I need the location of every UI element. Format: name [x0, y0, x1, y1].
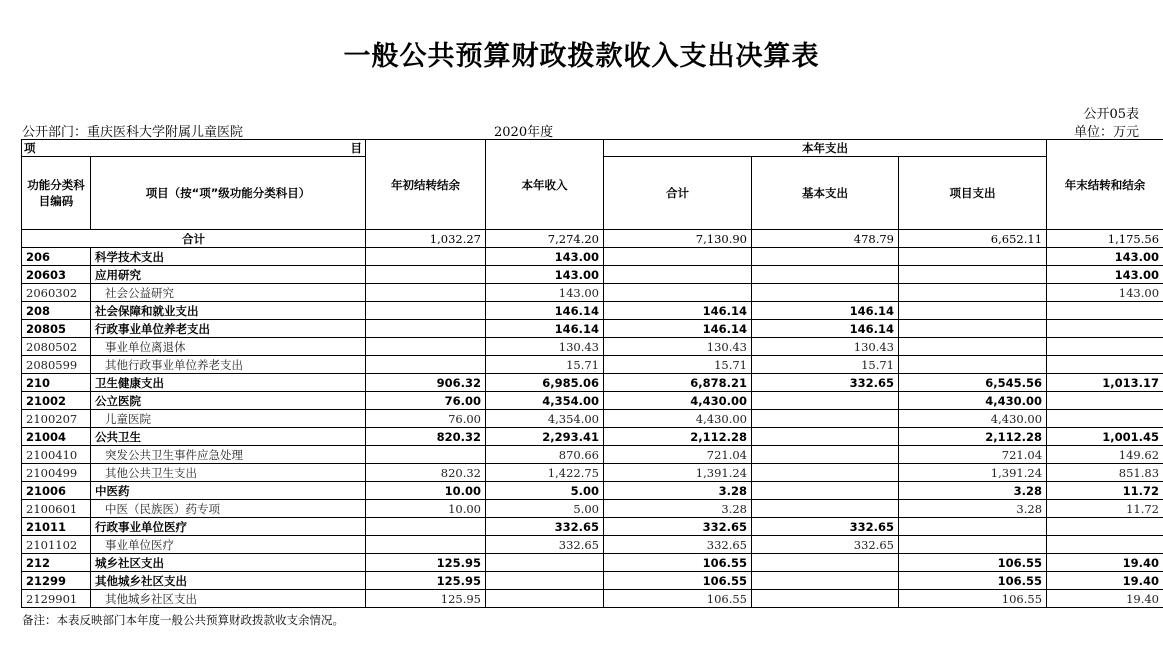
table-row	[22, 464, 1163, 482]
income-cell: 332.65	[486, 536, 604, 554]
begin-cell	[366, 338, 486, 356]
page-title: 一般公共预算财政拨款收入支出决算表	[343, 41, 820, 72]
income-cell: 5.00	[486, 482, 604, 500]
code-cell: 2101102	[22, 536, 91, 554]
name-cell: 社会保障和就业支出	[91, 302, 366, 320]
exp-basic-cell	[752, 248, 899, 266]
exp-basic-cell	[752, 428, 899, 446]
exp-basic-cell: 332.65	[752, 518, 899, 536]
code-cell: 2100499	[22, 464, 91, 482]
exp-total-cell: 106.55	[604, 554, 752, 572]
code-cell: 2100601	[22, 500, 91, 518]
exp-project-cell	[899, 284, 1047, 302]
table-row	[22, 374, 1163, 392]
income-cell: 130.43	[486, 338, 604, 356]
code-cell: 21004	[22, 428, 91, 446]
unit-label: 单位：万元	[1073, 125, 1139, 140]
exp-project-cell: 106.55	[899, 572, 1047, 590]
income-cell: 143.00	[486, 266, 604, 284]
header-xiang-mu	[22, 140, 366, 157]
exp-project-cell: 4,430.00	[899, 410, 1047, 428]
name-cell: 其他城乡社区支出	[91, 572, 366, 590]
end-cell	[1047, 320, 1163, 338]
code-cell: 20805	[22, 320, 91, 338]
total-end: 1,175.56	[1047, 230, 1163, 248]
exp-basic-cell: 332.65	[752, 374, 899, 392]
name-cell: 其他城乡社区支出	[91, 590, 366, 608]
total-row	[22, 230, 1163, 248]
begin-cell	[366, 446, 486, 464]
exp-project-cell	[899, 356, 1047, 374]
total-label: 合计	[22, 230, 366, 248]
income-cell: 143.00	[486, 284, 604, 302]
end-cell: 19.40	[1047, 590, 1163, 608]
exp-basic-cell	[752, 284, 899, 302]
exp-project-cell	[899, 536, 1047, 554]
header-income: 本年收入	[486, 140, 604, 230]
table-row	[22, 266, 1163, 284]
name-cell: 突发公共卫生事件应急处理	[91, 446, 366, 464]
table-row	[22, 338, 1163, 356]
begin-cell	[366, 284, 486, 302]
name-cell: 中医药	[91, 482, 366, 500]
end-cell: 11.72	[1047, 500, 1163, 518]
name-cell: 其他行政事业单位养老支出	[91, 356, 366, 374]
begin-cell: 820.32	[366, 464, 486, 482]
name-cell: 公立医院	[91, 392, 366, 410]
exp-project-cell: 3.28	[899, 482, 1047, 500]
name-cell: 其他公共卫生支出	[91, 464, 366, 482]
name-cell: 事业单位医疗	[91, 536, 366, 554]
income-cell: 6,985.06	[486, 374, 604, 392]
code-cell: 210	[22, 374, 91, 392]
table-row	[22, 554, 1163, 572]
exp-total-cell	[604, 248, 752, 266]
end-cell: 149.62	[1047, 446, 1163, 464]
header-item-name: 项目（按“项”级功能分类科目）	[91, 157, 366, 230]
total-exp-total: 7,130.90	[604, 230, 752, 248]
code-cell: 2100410	[22, 446, 91, 464]
income-cell: 870.66	[486, 446, 604, 464]
begin-cell: 906.32	[366, 374, 486, 392]
exp-project-cell: 106.55	[899, 554, 1047, 572]
exp-project-cell: 106.55	[899, 590, 1047, 608]
exp-total-cell	[604, 266, 752, 284]
income-cell: 4,354.00	[486, 410, 604, 428]
name-cell: 城乡社区支出	[91, 554, 366, 572]
table-row	[22, 320, 1163, 338]
exp-basic-cell: 146.14	[752, 320, 899, 338]
end-cell: 19.40	[1047, 554, 1163, 572]
code-cell: 2100207	[22, 410, 91, 428]
exp-project-cell: 6,545.56	[899, 374, 1047, 392]
end-cell	[1047, 356, 1163, 374]
end-cell	[1047, 410, 1163, 428]
end-cell: 19.40	[1047, 572, 1163, 590]
code-cell: 208	[22, 302, 91, 320]
table-row	[22, 248, 1163, 266]
header-end-balance: 年末结转和结余	[1047, 140, 1163, 230]
end-cell: 851.83	[1047, 464, 1163, 482]
exp-basic-cell	[752, 392, 899, 410]
name-cell: 公共卫生	[91, 428, 366, 446]
name-cell: 应用研究	[91, 266, 366, 284]
header-xiang: 项	[24, 141, 36, 155]
exp-total-cell: 146.14	[604, 302, 752, 320]
begin-cell: 125.95	[366, 590, 486, 608]
table-row	[22, 518, 1163, 536]
fiscal-year: 2020年度	[494, 125, 554, 140]
exp-basic-cell: 332.65	[752, 536, 899, 554]
exp-basic-cell: 15.71	[752, 356, 899, 374]
exp-basic-cell: 146.14	[752, 302, 899, 320]
table-row	[22, 482, 1163, 500]
exp-total-cell: 106.55	[604, 572, 752, 590]
begin-cell: 76.00	[366, 410, 486, 428]
end-cell	[1047, 536, 1163, 554]
begin-cell: 125.95	[366, 572, 486, 590]
income-cell: 5.00	[486, 500, 604, 518]
income-cell: 146.14	[486, 302, 604, 320]
header-func-code: 功能分类科目编码	[22, 157, 91, 230]
income-cell: 15.71	[486, 356, 604, 374]
header-mu: 目	[350, 141, 362, 155]
table-row	[22, 500, 1163, 518]
income-cell: 4,354.00	[486, 392, 604, 410]
exp-basic-cell	[752, 464, 899, 482]
table-row	[22, 590, 1163, 608]
header-exp-total: 合计	[604, 157, 752, 230]
header-expenditure-group: 本年支出	[604, 140, 1047, 157]
code-cell: 2060302	[22, 284, 91, 302]
department-label: 公开部门：重庆医科大学附属儿童医院	[22, 125, 244, 140]
exp-total-cell: 106.55	[604, 590, 752, 608]
exp-total-cell: 721.04	[604, 446, 752, 464]
income-cell	[486, 590, 604, 608]
end-cell: 143.00	[1047, 248, 1163, 266]
income-cell: 2,293.41	[486, 428, 604, 446]
name-cell: 卫生健康支出	[91, 374, 366, 392]
exp-total-cell: 146.14	[604, 320, 752, 338]
exp-total-cell	[604, 284, 752, 302]
begin-cell: 820.32	[366, 428, 486, 446]
total-exp-project: 6,652.11	[899, 230, 1047, 248]
exp-total-cell: 2,112.28	[604, 428, 752, 446]
begin-cell	[366, 248, 486, 266]
footnote: 备注：本表反映部门本年度一般公共预算财政拨款收支余情况。	[22, 613, 344, 627]
exp-total-cell: 332.65	[604, 518, 752, 536]
name-cell: 事业单位离退休	[91, 338, 366, 356]
end-cell: 11.72	[1047, 482, 1163, 500]
header-exp-basic: 基本支出	[752, 157, 899, 230]
code-cell: 2080502	[22, 338, 91, 356]
income-cell: 143.00	[486, 248, 604, 266]
end-cell	[1047, 338, 1163, 356]
end-cell	[1047, 392, 1163, 410]
income-cell	[486, 572, 604, 590]
exp-basic-cell	[752, 590, 899, 608]
header-begin-balance: 年初结转结余	[366, 140, 486, 230]
budget-table	[21, 139, 1163, 608]
table-row	[22, 284, 1163, 302]
income-cell: 1,422.75	[486, 464, 604, 482]
exp-project-cell	[899, 248, 1047, 266]
begin-cell	[366, 536, 486, 554]
exp-basic-cell	[752, 572, 899, 590]
exp-project-cell: 2,112.28	[899, 428, 1047, 446]
header-exp-project: 项目支出	[899, 157, 1047, 230]
begin-cell	[366, 356, 486, 374]
total-exp-basic: 478.79	[752, 230, 899, 248]
exp-basic-cell	[752, 482, 899, 500]
name-cell: 儿童医院	[91, 410, 366, 428]
table-body	[22, 230, 1163, 608]
total-begin: 1,032.27	[366, 230, 486, 248]
exp-total-cell: 15.71	[604, 356, 752, 374]
code-cell: 2080599	[22, 356, 91, 374]
table-row	[22, 392, 1163, 410]
exp-total-cell: 130.43	[604, 338, 752, 356]
exp-project-cell: 4,430.00	[899, 392, 1047, 410]
exp-basic-cell	[752, 410, 899, 428]
table-row	[22, 446, 1163, 464]
total-income: 7,274.20	[486, 230, 604, 248]
exp-project-cell: 1,391.24	[899, 464, 1047, 482]
table-row	[22, 572, 1163, 590]
code-cell: 21011	[22, 518, 91, 536]
name-cell: 中医（民族医）药专项	[91, 500, 366, 518]
exp-basic-cell	[752, 266, 899, 284]
begin-cell	[366, 302, 486, 320]
code-cell: 206	[22, 248, 91, 266]
end-cell: 143.00	[1047, 266, 1163, 284]
exp-total-cell: 3.28	[604, 482, 752, 500]
begin-cell	[366, 518, 486, 536]
code-cell: 21006	[22, 482, 91, 500]
table-row	[22, 428, 1163, 446]
exp-total-cell: 1,391.24	[604, 464, 752, 482]
exp-total-cell: 4,430.00	[604, 410, 752, 428]
end-cell: 143.00	[1047, 284, 1163, 302]
exp-project-cell	[899, 302, 1047, 320]
code-cell: 212	[22, 554, 91, 572]
exp-project-cell: 721.04	[899, 446, 1047, 464]
exp-total-cell: 3.28	[604, 500, 752, 518]
exp-basic-cell: 130.43	[752, 338, 899, 356]
code-cell: 21002	[22, 392, 91, 410]
name-cell: 行政事业单位养老支出	[91, 320, 366, 338]
income-cell: 332.65	[486, 518, 604, 536]
exp-total-cell: 4,430.00	[604, 392, 752, 410]
exp-project-cell	[899, 338, 1047, 356]
table-row	[22, 410, 1163, 428]
name-cell: 行政事业单位医疗	[91, 518, 366, 536]
table-row	[22, 356, 1163, 374]
table-row	[22, 536, 1163, 554]
exp-basic-cell	[752, 446, 899, 464]
exp-total-cell: 6,878.21	[604, 374, 752, 392]
income-cell: 146.14	[486, 320, 604, 338]
begin-cell: 125.95	[366, 554, 486, 572]
end-cell: 1,013.17	[1047, 374, 1163, 392]
code-cell: 21299	[22, 572, 91, 590]
end-cell	[1047, 302, 1163, 320]
end-cell	[1047, 518, 1163, 536]
name-cell: 社会公益研究	[91, 284, 366, 302]
income-cell	[486, 554, 604, 572]
exp-project-cell	[899, 266, 1047, 284]
table-row	[22, 302, 1163, 320]
begin-cell	[366, 266, 486, 284]
begin-cell: 76.00	[366, 392, 486, 410]
name-cell: 科学技术支出	[91, 248, 366, 266]
end-cell: 1,001.45	[1047, 428, 1163, 446]
exp-project-cell: 3.28	[899, 500, 1047, 518]
exp-basic-cell	[752, 500, 899, 518]
begin-cell: 10.00	[366, 500, 486, 518]
exp-total-cell: 332.65	[604, 536, 752, 554]
exp-project-cell	[899, 320, 1047, 338]
begin-cell: 10.00	[366, 482, 486, 500]
begin-cell	[366, 320, 486, 338]
exp-project-cell	[899, 518, 1047, 536]
code-cell: 2129901	[22, 590, 91, 608]
form-code: 公开05表	[1083, 107, 1139, 122]
exp-basic-cell	[752, 554, 899, 572]
code-cell: 20603	[22, 266, 91, 284]
